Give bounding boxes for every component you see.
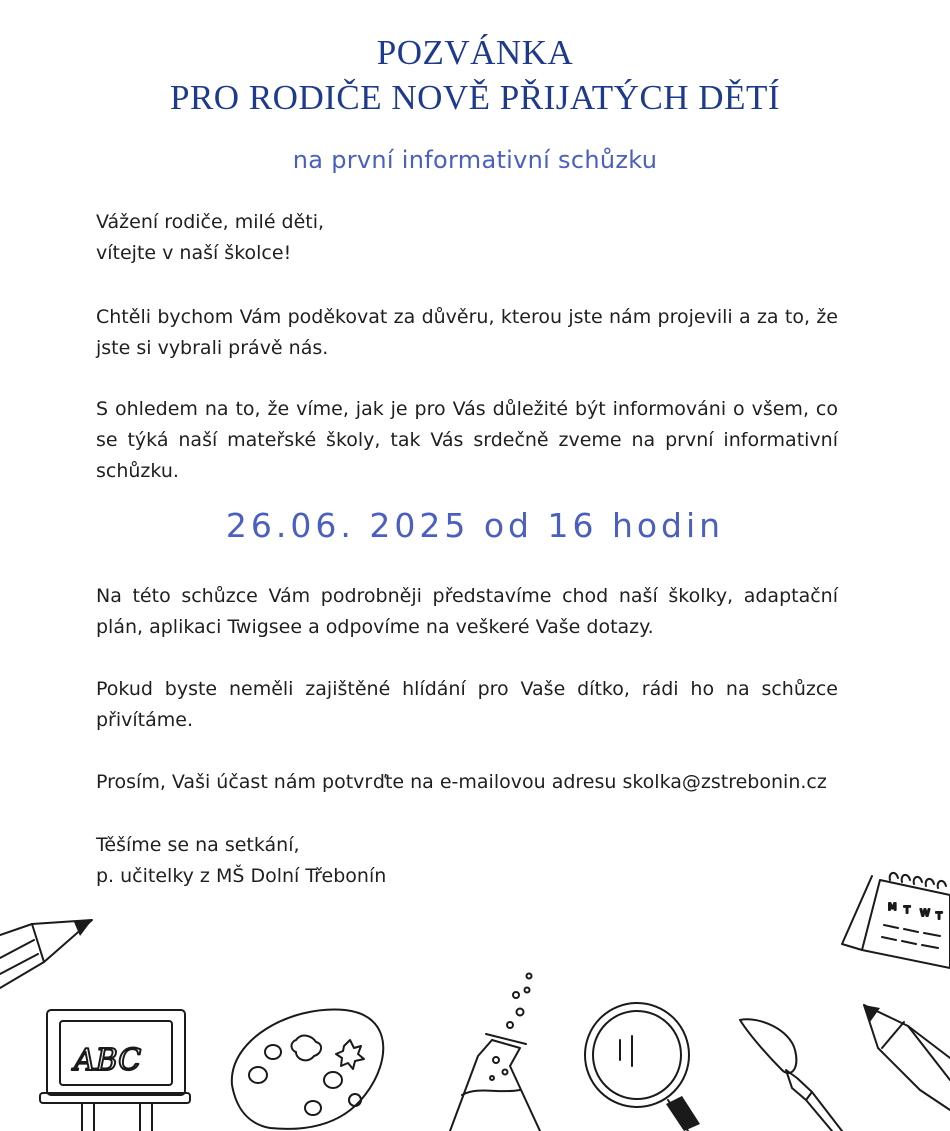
paragraph-invite: S ohledem na to, že víme, jak je pro Vás důležité být informováni o všem, co se týká naší mateřské školy, tak Vás srdečně zveme na první informativní schůzku. <box>96 398 838 482</box>
calendar-day-2: T <box>904 905 911 916</box>
closing-line-2: p. učitelky z MŠ Dolní Třebonín <box>96 865 387 887</box>
title-line-1: POZVÁNKA <box>376 33 574 72</box>
calendar-icon <box>842 873 950 968</box>
greeting-line-2: vítejte v naší školce! <box>96 242 292 264</box>
title-line-2: PRO RODIČE NOVĚ PŘIJATÝCH DĚTÍ <box>169 78 781 117</box>
subtitle: na první informativní schůzku <box>292 146 658 174</box>
calendar-day-1: M <box>888 902 897 913</box>
blackboard-text: ABC <box>74 1043 142 1078</box>
greeting-line-1: Vážení rodiče, milé děti, <box>96 211 325 233</box>
calendar-day-3: W <box>920 908 930 919</box>
calendar-day-4: T <box>936 911 943 922</box>
flask-icon <box>450 974 540 1131</box>
closing-line-1: Těšíme se na setkání, <box>96 834 300 856</box>
event-date: 26.06. 2025 od 16 hodin <box>225 506 725 545</box>
blackboard-icon <box>40 1010 190 1131</box>
palette-icon <box>232 1010 383 1129</box>
pencil-right-icon <box>864 1005 950 1110</box>
paragraph-rsvp: Prosím, Vaši účast nám potvrďte na e-mailovou adresu skolka@zstrebonin.cz <box>96 771 827 793</box>
pencil-left-icon <box>0 920 92 988</box>
paragraph-thanks: Chtěli bychom Vám poděkovat za důvěru, kterou jste nám projevili a za to, že jste si vybrali právě nás. <box>96 306 838 359</box>
magnifying-glass-icon <box>585 1003 700 1131</box>
paintbrush-icon <box>740 1019 842 1131</box>
paragraph-childcare: Pokud byste neměli zajištěné hlídání pro Vaše dítko, rádi ho na schůzce přivítáme. <box>96 678 838 731</box>
paragraph-program: Na této schůzce Vám podrobněji představíme chod naší školky, adaptační plán, aplikaci Twigsee a odpovíme na veškeré Vaše dotazy. <box>96 585 838 638</box>
